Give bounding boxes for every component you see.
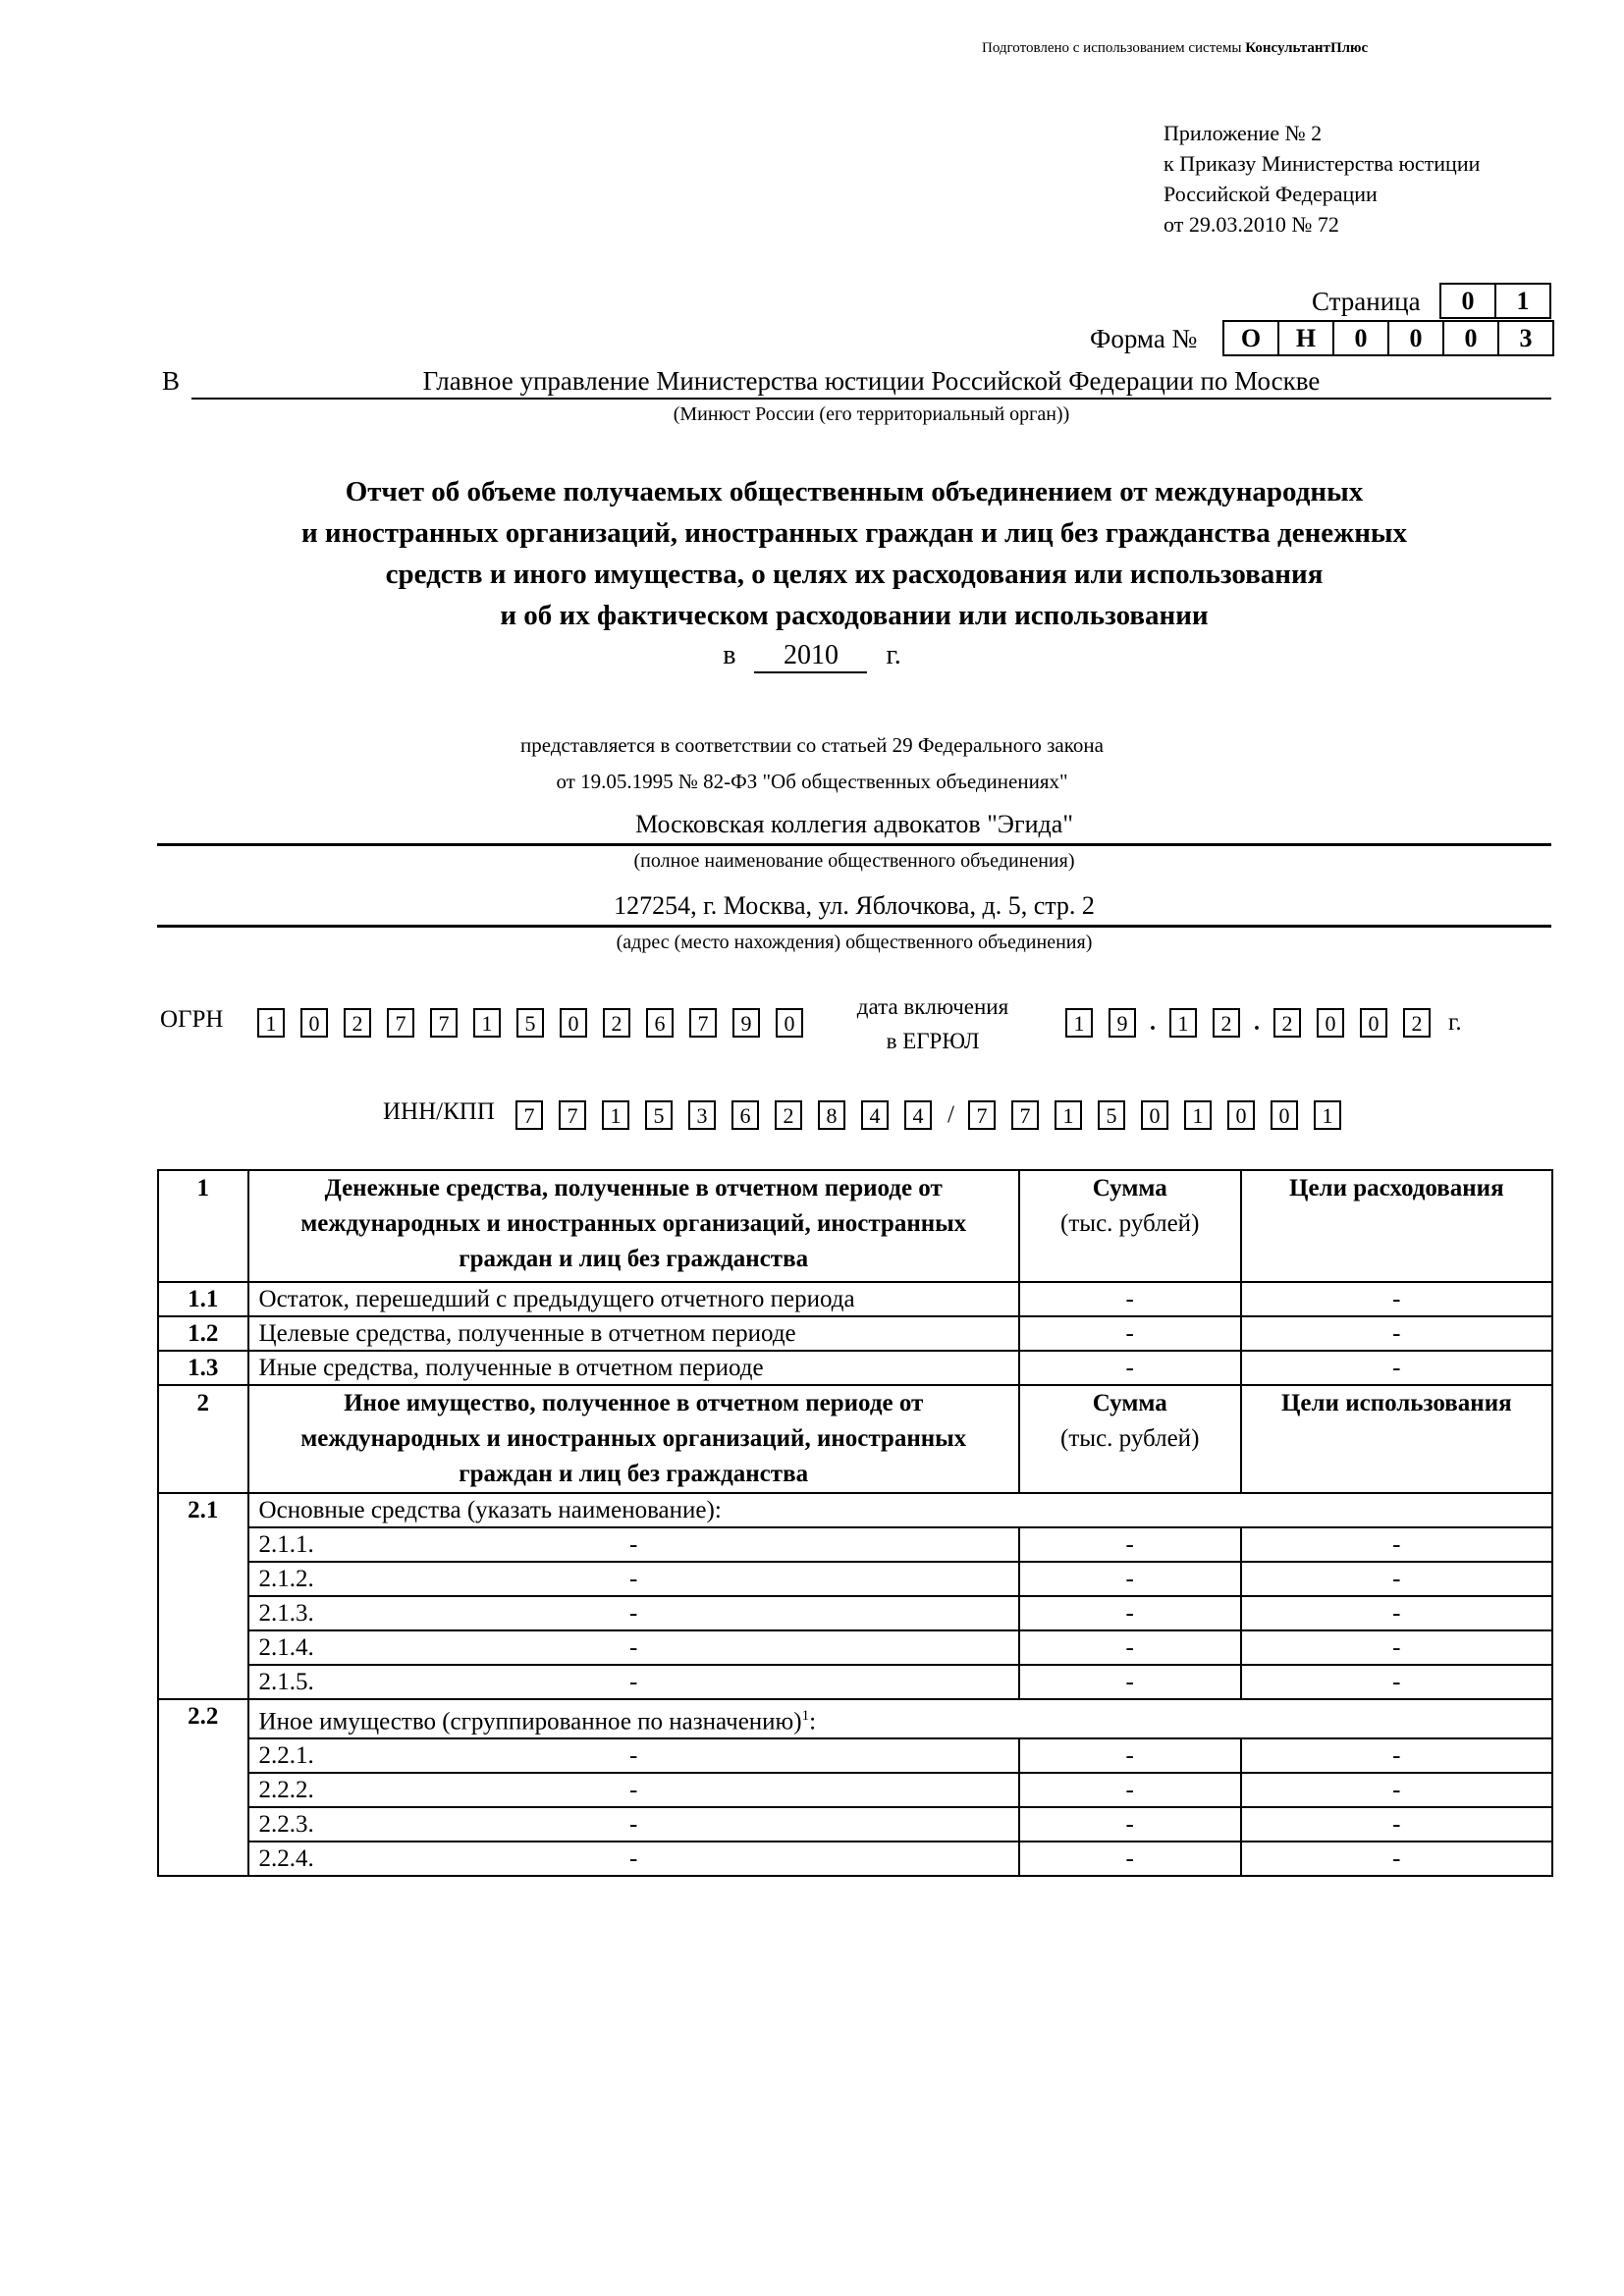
- form-label: Форма №: [1090, 324, 1198, 353]
- ogrn-boxes: [257, 1008, 819, 1038]
- kpp-digit: 0: [1227, 1100, 1255, 1130]
- inn-digit: 1: [602, 1100, 629, 1130]
- table-row: [158, 1316, 1552, 1351]
- report-title: [137, 471, 1571, 636]
- row-goal: -: [1241, 1773, 1552, 1807]
- prepared-brand: КонсультантПлюс: [1245, 40, 1369, 56]
- item-name: -: [629, 1600, 638, 1627]
- org-name-caption: (полное наименование общественного объединения): [633, 850, 1075, 872]
- item-code: 2.2.1.: [258, 1742, 314, 1770]
- row-goal: -: [1241, 1807, 1552, 1842]
- report-table: [157, 1169, 1553, 1877]
- table-row: [158, 1562, 1552, 1596]
- row-number: 1.3: [158, 1351, 248, 1385]
- sum-unit: (тыс. рублей): [1060, 1210, 1200, 1237]
- item-cell: [248, 1562, 1019, 1596]
- recipient-value: Главное управление Министерства юстиции Российской Федерации по Москве: [191, 366, 1551, 400]
- row-sum: -: [1019, 1562, 1241, 1596]
- kpp-digit: 1: [1184, 1100, 1212, 1130]
- kpp-digit: 1: [1314, 1100, 1341, 1130]
- date-digit: 2: [1213, 1008, 1240, 1038]
- ogrn-digit: 1: [473, 1008, 501, 1038]
- page-label: Страница: [1312, 287, 1421, 316]
- subsection-label-end: :: [809, 1708, 817, 1735]
- item-cell: [248, 1842, 1019, 1876]
- page-digit: 0: [1439, 283, 1494, 319]
- item-code: 2.1.5.: [258, 1669, 314, 1695]
- egrul-label-line: в ЕГРЮЛ: [886, 1029, 980, 1053]
- row-sum: -: [1019, 1738, 1241, 1773]
- item-code: 2.2.4.: [258, 1845, 314, 1873]
- org-address-caption: (адрес (место нахождения) общественного объединения): [616, 932, 1093, 953]
- table-row: [158, 1282, 1552, 1316]
- item-code: 2.1.2.: [258, 1566, 314, 1592]
- item-cell: [248, 1738, 1019, 1773]
- row-label: Целевые средства, полученные в отчетном периоде: [248, 1316, 1019, 1351]
- date-digit: 2: [1403, 1008, 1431, 1038]
- item-code: 2.2.3.: [258, 1811, 314, 1839]
- row-sum: -: [1019, 1842, 1241, 1876]
- subsection-header: [158, 1699, 1552, 1738]
- ogrn-digit: 6: [646, 1008, 674, 1038]
- form-digit: 0: [1442, 320, 1497, 356]
- row-goal: -: [1241, 1316, 1552, 1351]
- inn-digit: 7: [515, 1100, 543, 1130]
- item-cell: [248, 1596, 1019, 1630]
- ogrn-digit: 1: [257, 1008, 285, 1038]
- title-line: и об их фактическом расходовании или использовании: [500, 600, 1209, 631]
- legal-basis: [0, 727, 1624, 800]
- row-goal: -: [1241, 1738, 1552, 1773]
- item-cell: [248, 1630, 1019, 1665]
- sum-header: [1019, 1385, 1241, 1493]
- item-cell: [248, 1807, 1019, 1842]
- date-digit: 1: [1065, 1008, 1093, 1038]
- section-number: 1: [158, 1170, 248, 1282]
- form-digit: 0: [1332, 320, 1387, 356]
- ogrn-digit: 0: [300, 1008, 328, 1038]
- kpp-digit: 7: [1011, 1100, 1039, 1130]
- item-name: -: [629, 1634, 638, 1661]
- prepared-text: Подготовлено с использованием системы: [982, 40, 1246, 56]
- report-year: 2010: [754, 640, 867, 673]
- section-number: 2: [158, 1385, 248, 1493]
- form-digit: 0: [1387, 320, 1442, 356]
- subsection-number: 2.2: [158, 1699, 248, 1876]
- year-suffix: г.: [886, 640, 901, 670]
- egrul-label: [844, 989, 1021, 1058]
- row-number: 1.2: [158, 1316, 248, 1351]
- item-cell: [248, 1773, 1019, 1807]
- sum-header-label: Сумма: [1092, 1175, 1167, 1201]
- year-prefix: в: [723, 640, 736, 670]
- date-separator: .: [1254, 1009, 1260, 1036]
- row-sum: -: [1019, 1773, 1241, 1807]
- section-title: Иное имущество, полученное в отчетном периоде от международных и иностранных организаций, иностранных граждан и лиц без гражданства: [248, 1385, 1019, 1493]
- subsection-label-text: Иное имущество (сгруппированное по назначению): [258, 1708, 802, 1735]
- date-digit: 1: [1169, 1008, 1197, 1038]
- date-digit: 0: [1317, 1008, 1344, 1038]
- row-goal: -: [1241, 1562, 1552, 1596]
- subsection-label: Основные средства (указать наименование):: [248, 1493, 1552, 1527]
- prepared-note: [982, 40, 1368, 57]
- table-row: [158, 1527, 1552, 1562]
- row-goal: -: [1241, 1282, 1552, 1316]
- row-goal: -: [1241, 1596, 1552, 1630]
- egrul-label-line: дата включения: [856, 994, 1009, 1019]
- goal-header: Цели использования: [1241, 1385, 1552, 1493]
- item-cell: [248, 1527, 1019, 1562]
- appendix-line: Приложение № 2: [1164, 121, 1323, 145]
- inn-label: ИНН/КПП: [383, 1098, 495, 1125]
- row-sum: -: [1019, 1527, 1241, 1562]
- ogrn-digit: 7: [387, 1008, 414, 1038]
- inn-digit: 4: [861, 1100, 889, 1130]
- form-digit: Н: [1277, 320, 1332, 356]
- ogrn-digit: 7: [430, 1008, 458, 1038]
- title-line: и иностранных организаций, иностранных граждан и лиц без гражданства денежных: [300, 517, 1408, 549]
- ogrn-digit: 2: [603, 1008, 630, 1038]
- goal-header: Цели расходования: [1241, 1170, 1552, 1282]
- table-row: [158, 1738, 1552, 1773]
- kpp-digit: 0: [1141, 1100, 1168, 1130]
- recipient-prefix: В: [162, 366, 181, 396]
- egrul-date-boxes: [1065, 1008, 1462, 1038]
- basis-line: представляется в соответствии со статьей 29 Федерального закона: [520, 733, 1104, 757]
- row-sum: -: [1019, 1665, 1241, 1699]
- inn-digit: 5: [645, 1100, 673, 1130]
- row-goal: -: [1241, 1630, 1552, 1665]
- ogrn-digit: 7: [689, 1008, 717, 1038]
- table-row: [158, 1630, 1552, 1665]
- item-name: -: [629, 1777, 638, 1804]
- item-name: -: [629, 1669, 638, 1695]
- sum-header-label: Сумма: [1092, 1390, 1167, 1416]
- sum-unit: (тыс. рублей): [1060, 1425, 1200, 1452]
- section-title: Денежные средства, полученные в отчетном периоде от международных и иностранных организаций, иностранных граждан и лиц без гражданства: [248, 1170, 1019, 1282]
- inn-digit: 6: [731, 1100, 759, 1130]
- recipient-caption: (Минюст России (его территориальный орган)): [673, 403, 1070, 425]
- subsection-header: [158, 1493, 1552, 1527]
- inn-digit: 3: [688, 1100, 716, 1130]
- section-2-header: [158, 1385, 1552, 1493]
- row-goal: -: [1241, 1351, 1552, 1385]
- appendix-block: [1164, 118, 1480, 240]
- org-address: 127254, г. Москва, ул. Яблочкова, д. 5, стр. 2: [157, 891, 1551, 928]
- footnote-mark: 1: [801, 1708, 810, 1724]
- form-digit: О: [1222, 320, 1277, 356]
- item-name: -: [629, 1811, 638, 1839]
- kpp-digit: 7: [968, 1100, 996, 1130]
- inn-digit: 7: [559, 1100, 586, 1130]
- ogrn-digit: 5: [516, 1008, 544, 1038]
- item-code: 2.1.3.: [258, 1600, 314, 1627]
- date-suffix: г.: [1448, 1009, 1462, 1036]
- ogrn-label: ОГРН: [160, 1006, 224, 1033]
- appendix-line: от 29.03.2010 № 72: [1164, 212, 1339, 237]
- kpp-digit: 1: [1055, 1100, 1082, 1130]
- row-number: 1.1: [158, 1282, 248, 1316]
- date-digit: 0: [1360, 1008, 1387, 1038]
- form-digit: 3: [1497, 320, 1554, 356]
- row-label: Иные средства, полученные в отчетном периоде: [248, 1351, 1019, 1385]
- date-digit: 2: [1273, 1008, 1301, 1038]
- title-line: средств и иного имущества, о целях их расходования или использования: [385, 559, 1324, 590]
- ogrn-digit: 2: [344, 1008, 371, 1038]
- title-line: Отчет об объеме получаемых общественным объединением от международных: [345, 476, 1364, 507]
- section-1-header: [158, 1170, 1552, 1282]
- row-sum: -: [1019, 1316, 1241, 1351]
- item-name: -: [629, 1531, 638, 1558]
- item-name: -: [629, 1845, 638, 1873]
- page-digit: 1: [1494, 283, 1551, 319]
- inn-digit: 4: [904, 1100, 932, 1130]
- date-separator: .: [1150, 1009, 1156, 1036]
- inn-digit: 2: [775, 1100, 802, 1130]
- appendix-line: Российской Федерации: [1164, 182, 1378, 206]
- org-name: Московская коллегия адвокатов "Эгида": [157, 810, 1551, 846]
- form-number-boxes: [1222, 320, 1554, 356]
- item-code: 2.1.1.: [258, 1531, 314, 1558]
- row-sum: -: [1019, 1630, 1241, 1665]
- item-name: -: [629, 1566, 638, 1592]
- item-code: 2.1.4.: [258, 1634, 314, 1661]
- table-row: [158, 1351, 1552, 1385]
- item-name: -: [629, 1742, 638, 1770]
- table-row: [158, 1773, 1552, 1807]
- kpp-digit: 0: [1271, 1100, 1298, 1130]
- basis-line: от 19.05.1995 № 82-ФЗ "Об общественных объединениях": [556, 770, 1068, 793]
- table-row: [158, 1807, 1552, 1842]
- inn-kpp-boxes: [515, 1100, 1357, 1130]
- inn-kpp-slash: /: [947, 1101, 954, 1128]
- kpp-digit: 5: [1098, 1100, 1125, 1130]
- sum-header: [1019, 1170, 1241, 1282]
- item-code: 2.2.2.: [258, 1777, 314, 1804]
- ogrn-digit: 0: [560, 1008, 587, 1038]
- date-digit: 9: [1109, 1008, 1136, 1038]
- row-goal: -: [1241, 1665, 1552, 1699]
- report-year-line: [0, 640, 1624, 673]
- subsection-number: 2.1: [158, 1493, 248, 1699]
- appendix-line: к Приказу Министерства юстиции: [1164, 151, 1481, 176]
- row-sum: -: [1019, 1282, 1241, 1316]
- row-sum: -: [1019, 1596, 1241, 1630]
- subsection-label: [248, 1699, 1552, 1738]
- inn-digit: 8: [818, 1100, 845, 1130]
- row-goal: -: [1241, 1842, 1552, 1876]
- item-cell: [248, 1665, 1019, 1699]
- table-row: [158, 1842, 1552, 1876]
- row-label: Остаток, перешедший с предыдущего отчетного периода: [248, 1282, 1019, 1316]
- row-sum: -: [1019, 1807, 1241, 1842]
- page-number-boxes: [1439, 283, 1551, 319]
- ogrn-digit: 9: [732, 1008, 760, 1038]
- table-row: [158, 1665, 1552, 1699]
- recipient-line: [162, 366, 1551, 400]
- row-goal: -: [1241, 1527, 1552, 1562]
- row-sum: -: [1019, 1351, 1241, 1385]
- table-row: [158, 1596, 1552, 1630]
- ogrn-digit: 0: [776, 1008, 803, 1038]
